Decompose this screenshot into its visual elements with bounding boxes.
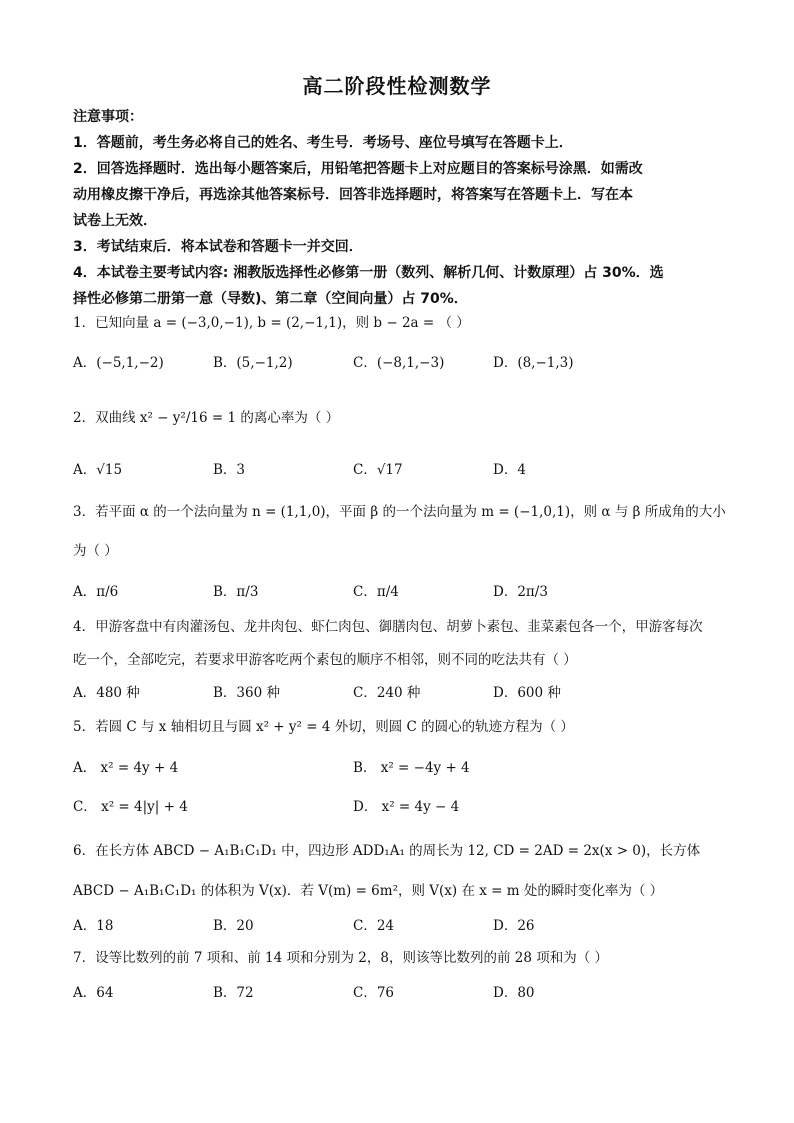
option-a: A．18 — [73, 918, 114, 934]
question-1-stem: 1．已知向量 a = (−3,0,−1), b = (2,−1,1)，则 b − 2a = （ ） — [73, 315, 470, 331]
notice-item: 4．本试卷主要考试内容: 湘教版选择性必修第一册（数列、解析几何、计数原理）占 30%．选 — [73, 265, 664, 281]
option-c: C． x² = 4|y| + 4 — [73, 799, 188, 815]
option-a: A．(−5,1,−2) — [73, 355, 164, 371]
option-d: D．2π/3 — [493, 584, 548, 600]
option-b: B．3 — [213, 462, 246, 478]
notice-item: 动用橡皮擦干净后，再选涂其他答案标号．回答非选择题时，将答案写在答题卡上．写在本 — [73, 187, 633, 203]
notice-item: 2．回答选择题时．选出每小题答案后，用铅笔把答题卡上对应题目的答案标号涂黑．如需改 — [73, 161, 643, 177]
option-b: B．72 — [213, 985, 254, 1001]
notice-item: 3．考试结束后．将本试卷和答题卡一并交回． — [73, 239, 363, 255]
option-b: B．(5,−1,2) — [213, 355, 293, 371]
option-d: D．(8,−1,3) — [493, 355, 574, 371]
option-a: A．64 — [73, 985, 114, 1001]
question-7-stem: 7．设等比数列的前 7 项和、前 14 项和分别为 2，8，则该等比数列的前 28 项和为（ ） — [73, 950, 609, 966]
option-d: D．80 — [493, 985, 535, 1001]
option-c: C．π/4 — [353, 584, 399, 600]
question-6-stem-line-2: ABCD − A₁B₁C₁D₁ 的体积为 V(x)．若 V(m) = 6m²，则 V(x) 在 x = m 处的瞬时变化率为（ ） — [73, 883, 664, 899]
option-c: C．240 种 — [353, 685, 421, 701]
notice-section — [73, 104, 733, 312]
option-d: D．600 种 — [493, 685, 561, 701]
option-b: B．360 种 — [213, 685, 280, 701]
page-title: 高二阶段性检测数学 — [302, 74, 492, 98]
notice-item: 试卷上无效． — [73, 213, 157, 229]
option-a: A．√15 — [73, 462, 123, 478]
question-3-stem-line-2: 为（ ） — [73, 543, 118, 559]
question-5-stem: 5．若圆 C 与 x 轴相切且与圆 x² + y² = 4 外切，则圆 C 的圆心的轨迹方程为（ ） — [73, 719, 574, 735]
question-6-stem-line-1: 6．在长方体 ABCD − A₁B₁C₁D₁ 中，四边形 ADD₁A₁ 的周长为 12, CD = 2AD = 2x(x > 0)，长方体 — [73, 843, 701, 859]
option-a: A．480 种 — [73, 685, 140, 701]
notice-item: 择性必修第二册第一意（导数)、第二章（空间向量）占 70%． — [73, 291, 468, 307]
option-b: B．20 — [213, 918, 254, 934]
option-d: D．4 — [493, 462, 526, 478]
option-b: B．π/3 — [213, 584, 259, 600]
option-b: B． x² = −4y + 4 — [353, 760, 470, 776]
option-a: A． x² = 4y + 4 — [73, 760, 179, 776]
question-3-stem-line-1: 3．若平面 α 的一个法向量为 n = (1,1,0)，平面 β 的一个法向量为 m = (−1,0,1)，则 α 与 β 所成角的大小 — [73, 504, 726, 520]
option-c: C．24 — [353, 918, 395, 934]
question-4-stem-line-1: 4．甲游客盘中有肉灌汤包、龙井肉包、虾仁肉包、御膳肉包、胡萝卜素包、韭菜素包各一个，甲游客每次 — [73, 619, 703, 635]
question-2-stem: 2．双曲线 x² − y²/16 = 1 的离心率为（ ） — [73, 410, 340, 426]
option-c: C．76 — [353, 985, 395, 1001]
option-d: D．26 — [493, 918, 535, 934]
option-c: C．√17 — [353, 462, 403, 478]
notice-heading: 注意事项： — [73, 109, 143, 125]
option-d: D． x² = 4y − 4 — [353, 799, 460, 815]
question-4-stem-line-2: 吃一个，全部吃完，若要求甲游客吃两个素包的顺序不相邻，则不同的吃法共有（ ） — [73, 652, 577, 668]
option-c: C．(−8,1,−3) — [353, 355, 445, 371]
option-a: A．π/6 — [73, 584, 119, 600]
notice-item: 1．答题前，考生务必将自己的姓名、考生号．考场号、座位号填写在答题卡上． — [73, 135, 573, 151]
